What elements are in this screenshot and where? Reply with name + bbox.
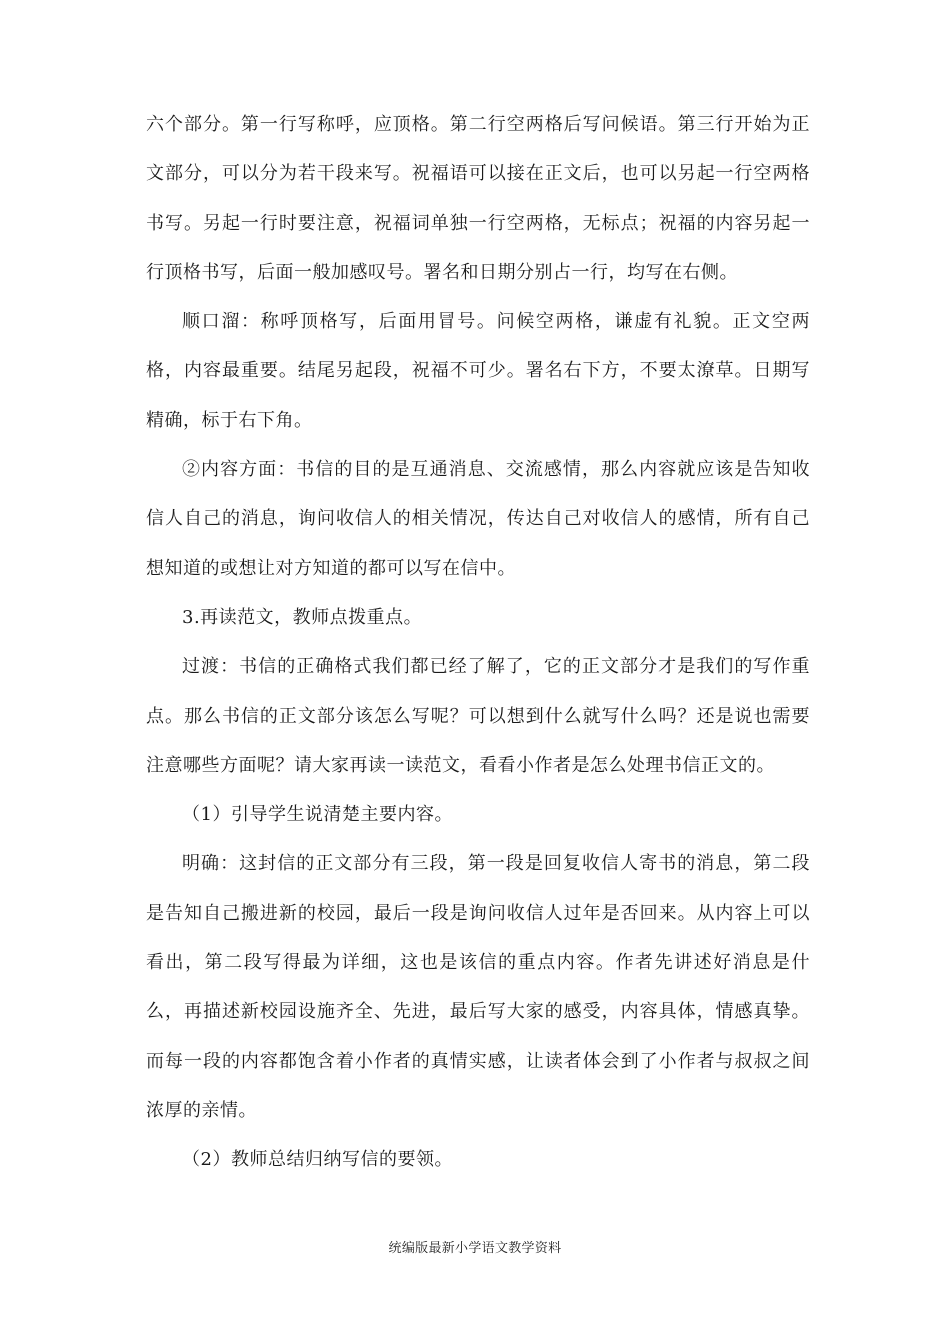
paragraph-item-2: （2）教师总结归纳写信的要领。 <box>182 1149 453 1171</box>
paragraph-content-aspect: ②内容方面：书信的目的是互通消息、交流感情，那么内容就应该是告知收信人自己的消息，询问收信人的相关情况，传达自己对收信人的感情，所有自己想知道的或想让对方知道的都可以写在信中。 <box>146 459 810 579</box>
paragraph-item-1: （1）引导学生说清楚主要内容。 <box>182 804 453 826</box>
paragraph-rhyme: 顺口溜：称呼顶格写，后面用冒号。问候空两格，谦虚有礼貌。正文空两格，内容最重要。结尾另起段，祝福不可少。署名右下方，不要太潦草。日期写精确，标于右下角。 <box>146 311 810 431</box>
paragraph-format-continued: 六个部分。第一行写称呼，应顶格。第二行空两格后写问候语。第三行开始为正文部分，可以分为若干段来写。祝福语可以接在正文后，也可以另起一行空两格书写。另起一行时要注意，祝福词单独一行空两格，无标点；祝福的内容另起一行顶格书写，后面一般加感叹号。署名和日期分别占一行，均写在右侧。 <box>146 114 810 283</box>
paragraph-clarification: 明确：这封信的正文部分有三段，第一段是回复收信人寄书的消息，第二段是告知自己搬进新的校园，最后一段是询问收信人过年是否回来。从内容上可以看出，第二段写得最为详细，这也是该信的重点内容。作者先讲述好消息是什么，再描述新校园设施齐全、先进，最后写大家的感受，内容具体，情感真挚。而每一段的内容都饱含着小作者的真情实感，让读者体会到了小作者与叔叔之间浓厚的亲情。 <box>146 853 810 1121</box>
paragraph-step-3: 3.再读范文，教师点拨重点。 <box>182 606 423 628</box>
document-body <box>146 100 810 1185</box>
paragraph-transition: 过渡：书信的正确格式我们都已经了解了，它的正文部分才是我们的写作重点。那么书信的正文部分该怎么写呢？可以想到什么就写什么吗？还是说也需要注意哪些方面呢？请大家再读一读范文，看看小作者是怎么处理书信正文的。 <box>146 656 810 776</box>
page-footer: 统编版最新小学语文教学资料 <box>388 1241 562 1256</box>
